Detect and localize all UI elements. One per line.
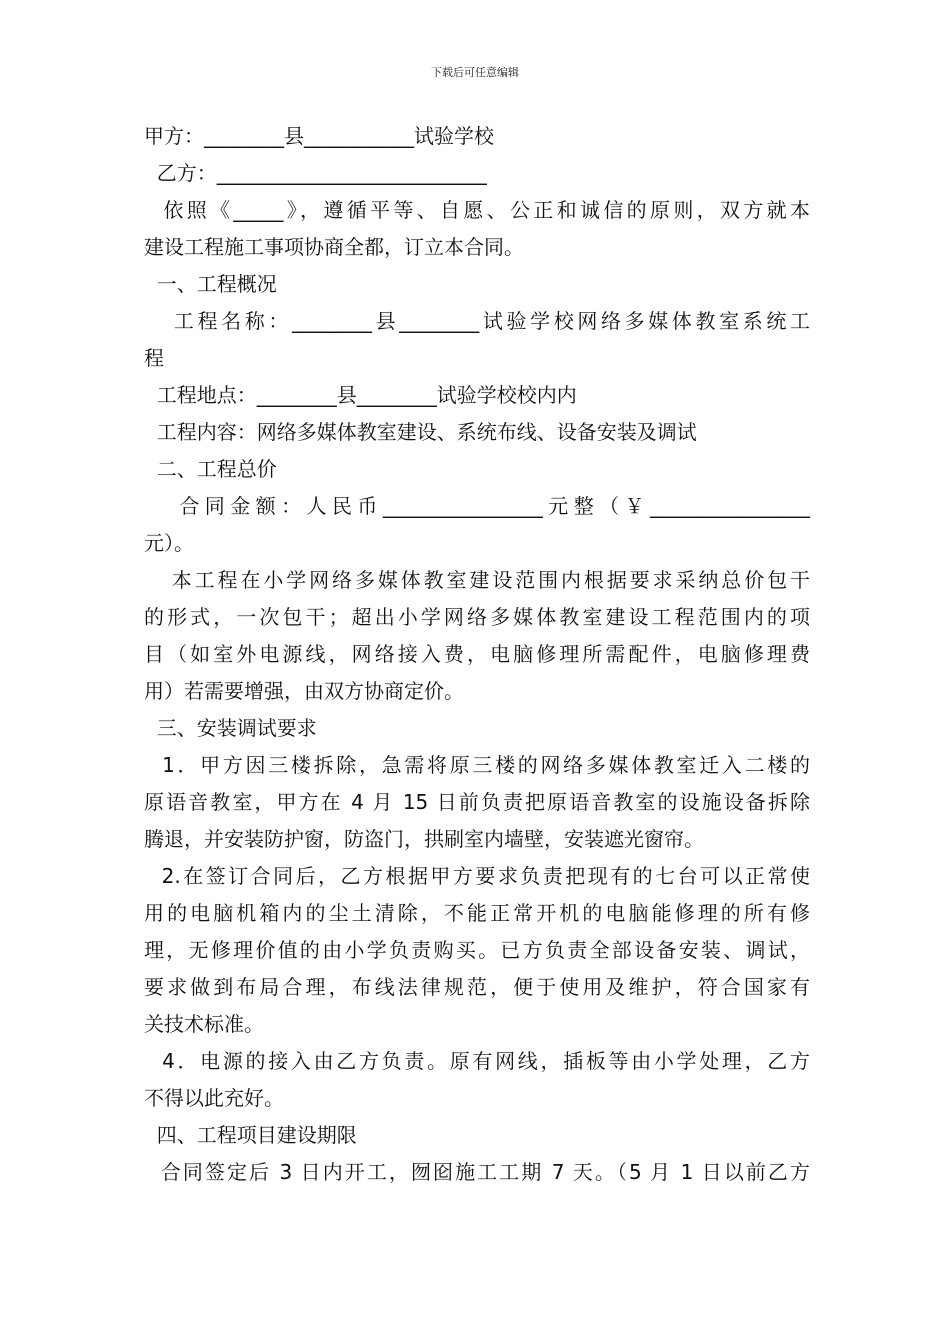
document-line: 不得以此充好。: [144, 1086, 284, 1110]
document-line: 四、工程项目建设期限: [144, 1123, 357, 1147]
document-line: 依照《_____》，遵循平等、自愿、公正和诚信的原则，双方就本: [144, 198, 810, 222]
document-line: 三、安装调试要求: [144, 716, 317, 740]
document-line: 工程内容：网络多媒体教室建设、系统布线、设备安装及调试: [144, 420, 697, 444]
document-line: 2.在签订合同后，乙方根据甲方要求负责把现有的七台可以正常使: [144, 864, 810, 888]
document-line: 工程名称：________县________试验学校网络多媒体教室系统工: [144, 309, 810, 333]
document-line: 目（如室外电源线，网络接入费，电脑修理所需配件，电脑修理费: [144, 642, 810, 666]
document-line: 理，无修理价值的由小学负责购买。已方负责全部设备安装、调试，: [144, 938, 810, 962]
document-line: 4．电源的接入由乙方负责。原有网线，插板等由小学处理，乙方: [144, 1049, 810, 1073]
page-header: 下载后可任意编辑: [431, 66, 519, 79]
document-line: 工程地点：________县________试验学校校内内: [144, 383, 577, 407]
document-line: 一、工程概况: [144, 272, 277, 296]
document-line: 的形式，一次包干；超出小学网络多媒体教室建设工程范围内的项: [144, 605, 810, 629]
document-line: 程: [144, 346, 164, 370]
document-line: 腾退，并安装防护窗，防盗门，拱刷室内墙壁，安装遮光窗帘。: [144, 827, 704, 851]
document-body: [144, 118, 810, 1191]
document-line: 用的电脑机箱内的尘土清除，不能正常开机的电脑能修理的所有修: [144, 901, 810, 925]
document-line: 合同金额：人民币________________元整（￥________________: [144, 494, 810, 518]
document-line: 关技术标准。: [144, 1012, 264, 1036]
document-line: 乙方：___________________________: [144, 161, 487, 185]
document-line: 甲方：________县___________试验学校: [144, 124, 494, 148]
document-line: 二、工程总价: [144, 457, 277, 481]
document-line: 合同签定后 3 日内开工，囫囵施工工期 7 天。（5 月 1 日以前乙方: [144, 1160, 810, 1184]
document-line: 要求做到布局合理，布线法律规范，便于使用及维护，符合国家有: [144, 975, 810, 999]
document-line: 原语音教室，甲方在 4 月 15 日前负责把原语音教室的设施设备拆除: [144, 790, 810, 814]
document-line: 用）若需要增强，由双方协商定价。: [144, 679, 464, 703]
document-line: 建设工程施工事项协商全都，订立本合同。: [144, 235, 524, 259]
document-line: 1．甲方因三楼拆除，急需将原三楼的网络多媒体教室迁入二楼的: [144, 753, 810, 777]
document-line: 本工程在小学网络多媒体教室建设范围内根据要求采纳总价包干: [144, 568, 810, 592]
document-line: 元）。: [144, 531, 194, 555]
